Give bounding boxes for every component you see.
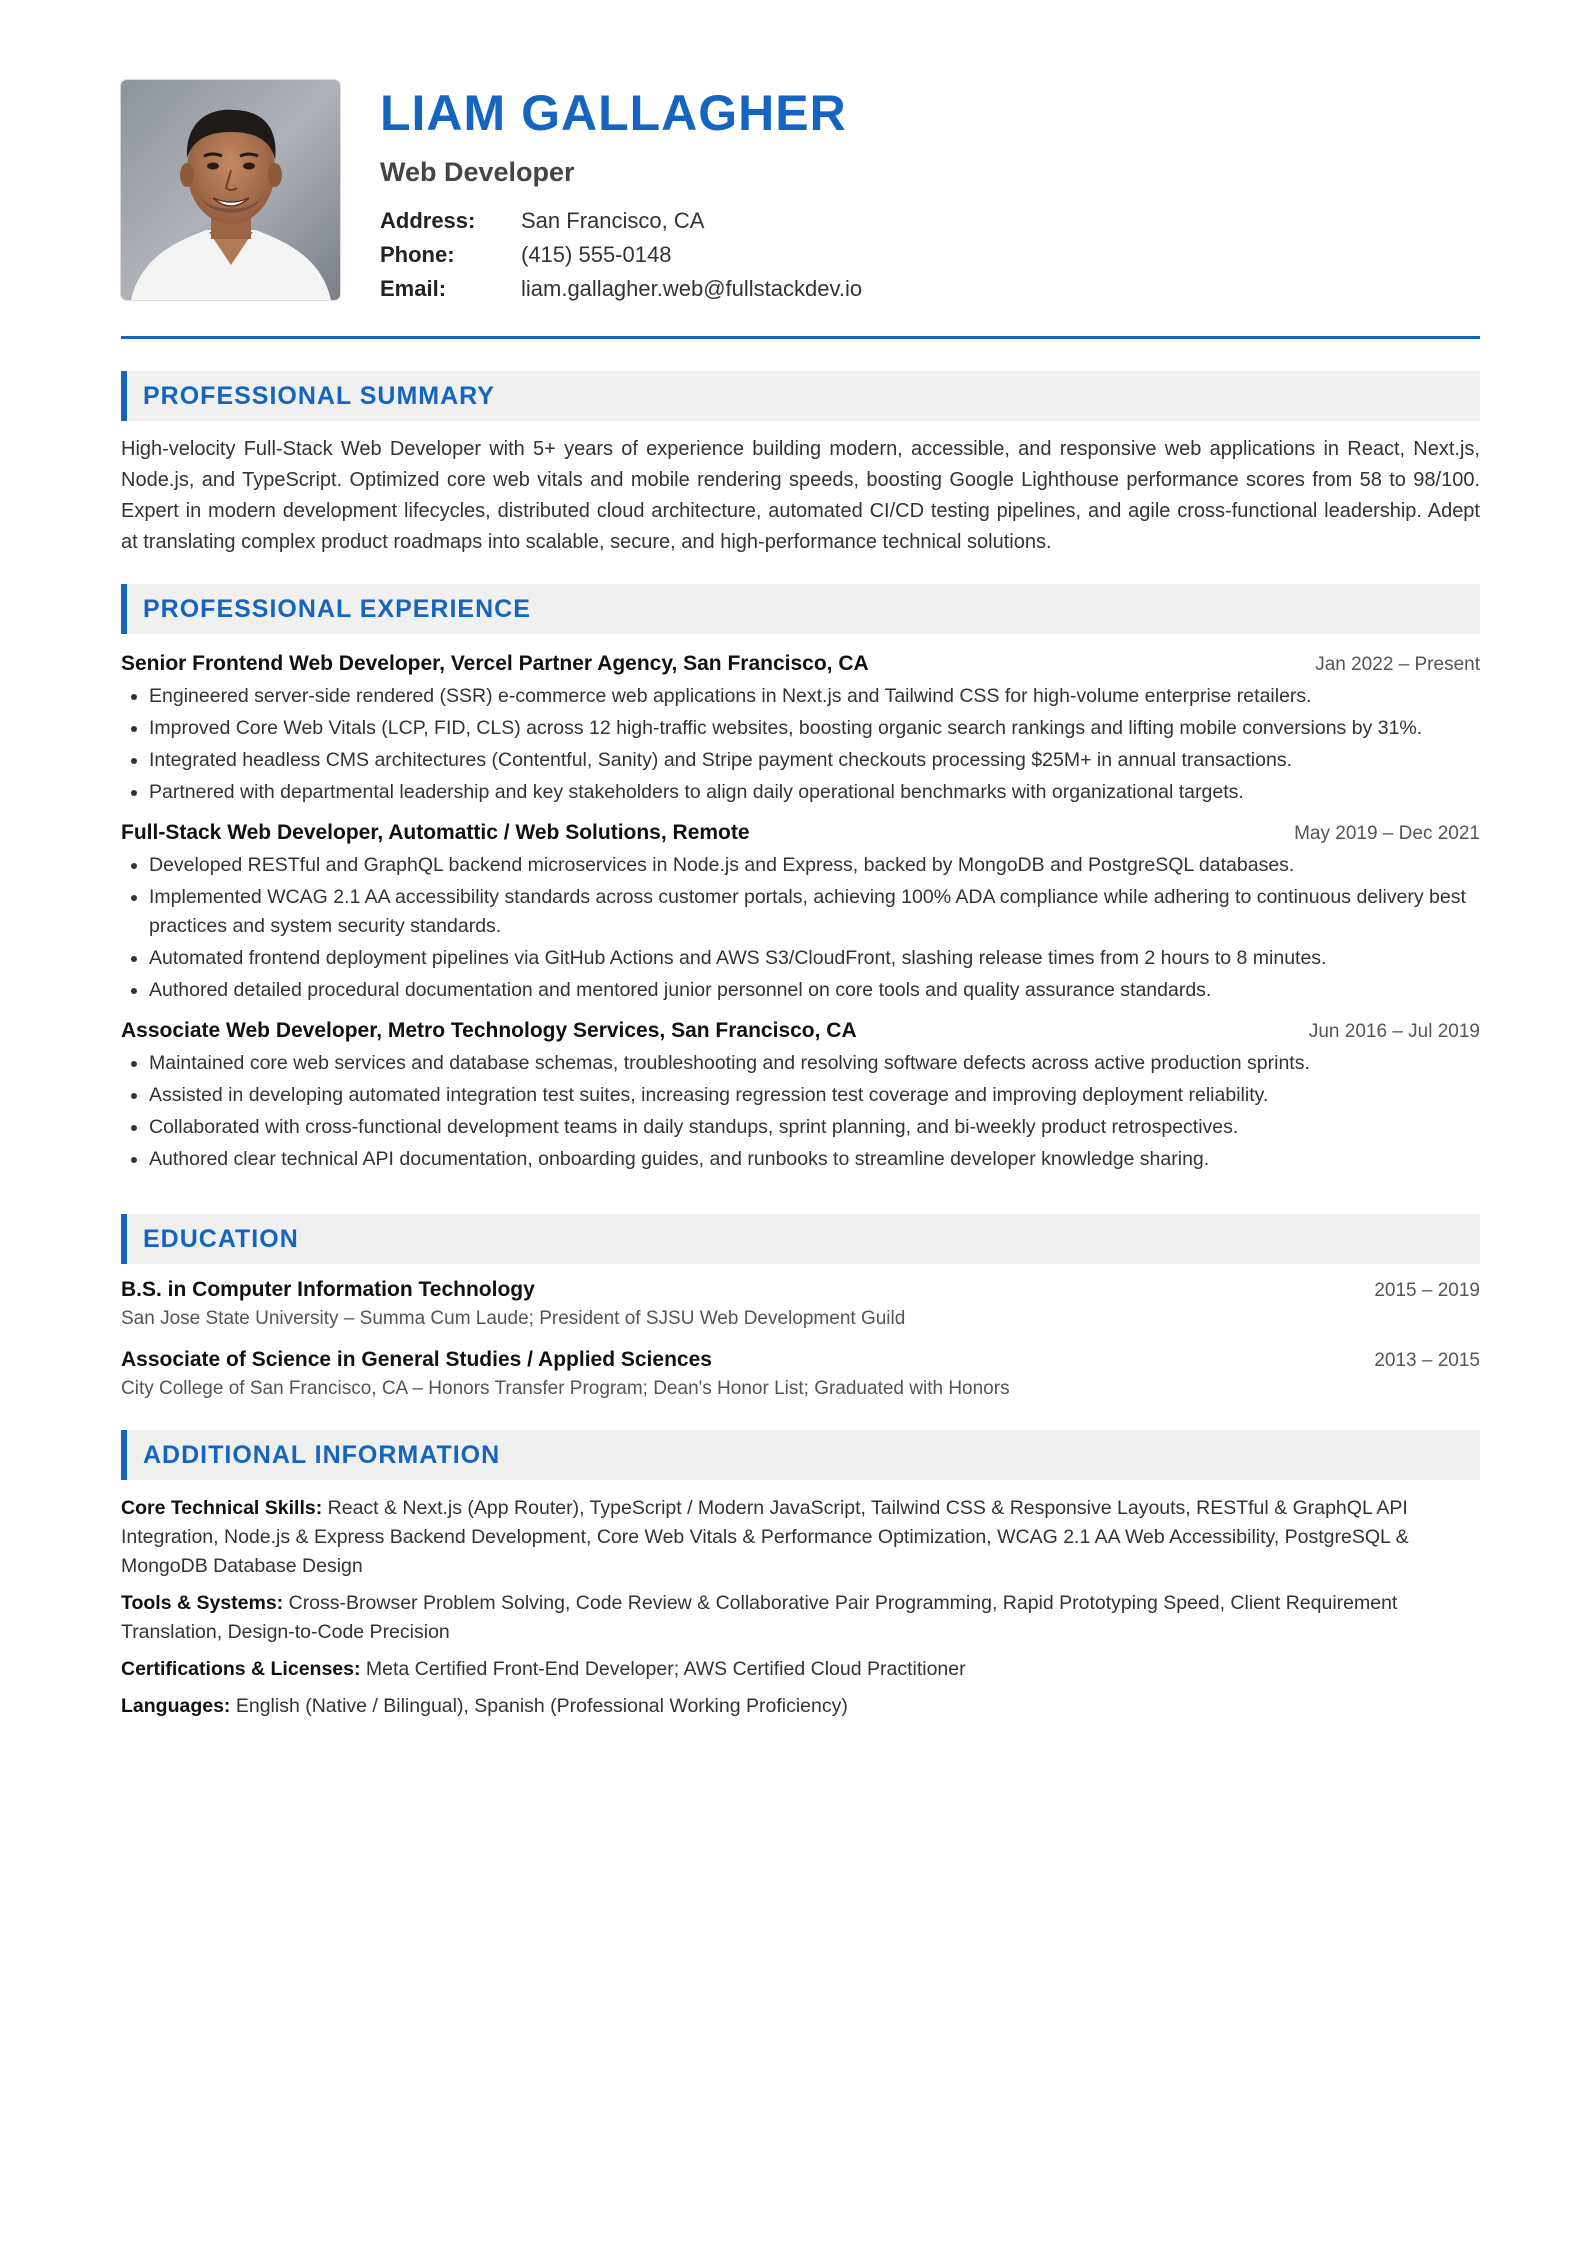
resume-page bbox=[121, 80, 1480, 1721]
candidate-role: Web Developer bbox=[380, 157, 575, 187]
candidate-name: LIAM GALLAGHER bbox=[380, 85, 847, 141]
section-header bbox=[121, 1214, 1480, 1264]
job-bullet: • Integrated headless CMS architectures (Contentful, Sanity) and Stripe payment checkouts processing $25M+ in annual transactions. bbox=[149, 746, 1480, 775]
job-bullet: • Maintained core web services and database schemas, troubleshooting and resolving software defects across active production sprints. bbox=[149, 1049, 1480, 1078]
contact-value: (415) 555-0148 bbox=[521, 242, 672, 267]
additional-text: Meta Certified Front-End Developer; AWS Certified Cloud Practitioner bbox=[365, 1658, 966, 1680]
additional-item bbox=[121, 1655, 1480, 1684]
job-header bbox=[121, 1019, 1480, 1043]
job-title: Full-Stack Web Developer, Automattic / Web Solutions, Remote bbox=[121, 821, 750, 844]
summary-section bbox=[121, 371, 1480, 558]
education-header bbox=[121, 1278, 1480, 1302]
section-title: ADDITIONAL INFORMATION bbox=[143, 1440, 501, 1469]
additional-label: Tools & Systems: bbox=[121, 1592, 284, 1614]
contact-email bbox=[380, 272, 862, 306]
header-divider bbox=[121, 336, 1480, 339]
job-header bbox=[121, 821, 1480, 845]
job-entry bbox=[121, 821, 1480, 1005]
education-section bbox=[121, 1214, 1480, 1400]
contact-label: Email: bbox=[380, 276, 447, 301]
contact-label: Phone: bbox=[380, 242, 455, 267]
section-header bbox=[121, 1430, 1480, 1480]
education-degree: Associate of Science in General Studies / Applied Sciences bbox=[121, 1348, 712, 1371]
education-detail: City College of San Francisco, CA – Honors Transfer Program; Dean's Honor List; Graduated with Honors bbox=[121, 1378, 1010, 1399]
job-bullets bbox=[121, 851, 1480, 1005]
additional-text: React & Next.js (App Router), TypeScript / Modern JavaScript, Tailwind CSS & Responsive Layouts, RESTful & GraphQL API Integration, Node.js & Express Backend Development, Core Web Vitals & Performance Optimization, WCAG 2.1 AA Web Accessibility, PostgreSQL & MongoDB Database Design bbox=[121, 1497, 1409, 1577]
additional-label: Languages: bbox=[121, 1695, 231, 1717]
contact-address bbox=[380, 204, 862, 238]
section-title: EDUCATION bbox=[143, 1224, 299, 1253]
additional-item bbox=[121, 1692, 1480, 1721]
additional-text: Cross-Browser Problem Solving, Code Review & Collaborative Pair Programming, Rapid Prototyping Speed, Client Requirement Translation, Design-to-Code Precision bbox=[121, 1592, 1398, 1643]
additional-section bbox=[121, 1430, 1480, 1721]
education-date: 2015 – 2019 bbox=[1374, 1280, 1480, 1301]
resume-header bbox=[121, 80, 1480, 302]
education-degree: B.S. in Computer Information Technology bbox=[121, 1278, 535, 1301]
job-bullet: • Partnered with departmental leadership and key stakeholders to align daily operational benchmarks with organizational targets. bbox=[149, 778, 1480, 807]
contact-value: San Francisco, CA bbox=[521, 208, 705, 233]
job-bullet: • Authored clear technical API documentation, onboarding guides, and runbooks to streamline developer knowledge sharing. bbox=[149, 1145, 1480, 1174]
section-title: PROFESSIONAL SUMMARY bbox=[143, 381, 495, 410]
section-header bbox=[121, 584, 1480, 634]
job-bullet: • Assisted in developing automated integration test suites, increasing regression test coverage and improving deployment reliability. bbox=[149, 1081, 1480, 1110]
contact-phone bbox=[380, 238, 862, 272]
section-title: PROFESSIONAL EXPERIENCE bbox=[143, 594, 531, 623]
additional-label: Core Technical Skills: bbox=[121, 1497, 323, 1519]
portrait-photo bbox=[121, 80, 340, 300]
contact-list bbox=[380, 204, 862, 306]
job-bullet: • Authored detailed procedural documentation and mentored junior personnel on core tools and quality assurance standards. bbox=[149, 976, 1480, 1005]
job-header bbox=[121, 652, 1480, 676]
job-title: Associate Web Developer, Metro Technology Services, San Francisco, CA bbox=[121, 1019, 857, 1042]
additional-label: Certifications & Licenses: bbox=[121, 1658, 361, 1680]
education-entry bbox=[121, 1348, 1480, 1400]
job-title: Senior Frontend Web Developer, Vercel Partner Agency, San Francisco, CA bbox=[121, 652, 869, 675]
job-bullets bbox=[121, 1049, 1480, 1174]
additional-item bbox=[121, 1589, 1480, 1647]
job-bullet: • Automated frontend deployment pipelines via GitHub Actions and AWS S3/CloudFront, slashing release times from 2 hours to 8 minutes. bbox=[149, 944, 1480, 973]
job-bullet: • Collaborated with cross-functional development teams in daily standups, sprint planning, and bi-weekly product retrospectives. bbox=[149, 1113, 1480, 1142]
job-date: Jun 2016 – Jul 2019 bbox=[1308, 1021, 1480, 1042]
contact-value: liam.gallagher.web@fullstackdev.io bbox=[521, 276, 863, 301]
experience-section bbox=[121, 584, 1480, 1174]
job-bullet: • Engineered server-side rendered (SSR) e-commerce web applications in Next.js and Tailwind CSS for high-volume enterprise retailers. bbox=[149, 682, 1480, 711]
education-detail: San Jose State University – Summa Cum Laude; President of SJSU Web Development Guild bbox=[121, 1308, 906, 1329]
job-bullet: • Implemented WCAG 2.1 AA accessibility standards across customer portals, achieving 100% ADA compliance while adhering to continuous delivery best practices and system security standards. bbox=[149, 883, 1480, 941]
summary-text: High-velocity Full-Stack Web Developer with 5+ years of experience building modern, accessible, and responsive web applications in React, Next.js, Node.js, and TypeScript. Optimized core web vitals and mobile rendering speeds, boosting Google Lighthouse performance scores from 58 to 98/100. Expert in modern development lifecycles, distributed cloud architecture, automated CI/CD testing pipelines, and agile cross-functional leadership. Adept at translating complex product roadmaps into scalable, secure, and high-performance technical solutions. bbox=[121, 438, 1480, 553]
job-bullet: • Improved Core Web Vitals (LCP, FID, CLS) across 12 high-traffic websites, boosting organic search rankings and lifting mobile conversions by 31%. bbox=[149, 714, 1480, 743]
portrait-photo-graphic bbox=[121, 80, 340, 300]
education-header bbox=[121, 1348, 1480, 1372]
job-date: Jan 2022 – Present bbox=[1315, 654, 1480, 675]
job-bullet: • Developed RESTful and GraphQL backend microservices in Node.js and Express, backed by MongoDB and PostgreSQL databases. bbox=[149, 851, 1480, 880]
section-header bbox=[121, 371, 1480, 421]
education-date: 2013 – 2015 bbox=[1374, 1350, 1480, 1371]
job-entry bbox=[121, 652, 1480, 807]
header-info bbox=[380, 80, 862, 306]
job-date: May 2019 – Dec 2021 bbox=[1294, 823, 1480, 844]
job-bullets bbox=[121, 682, 1480, 807]
education-entry bbox=[121, 1278, 1480, 1330]
job-entry bbox=[121, 1019, 1480, 1174]
contact-label: Address: bbox=[380, 208, 476, 233]
additional-text: English (Native / Bilingual), Spanish (Professional Working Proficiency) bbox=[235, 1695, 848, 1717]
additional-item bbox=[121, 1494, 1480, 1581]
